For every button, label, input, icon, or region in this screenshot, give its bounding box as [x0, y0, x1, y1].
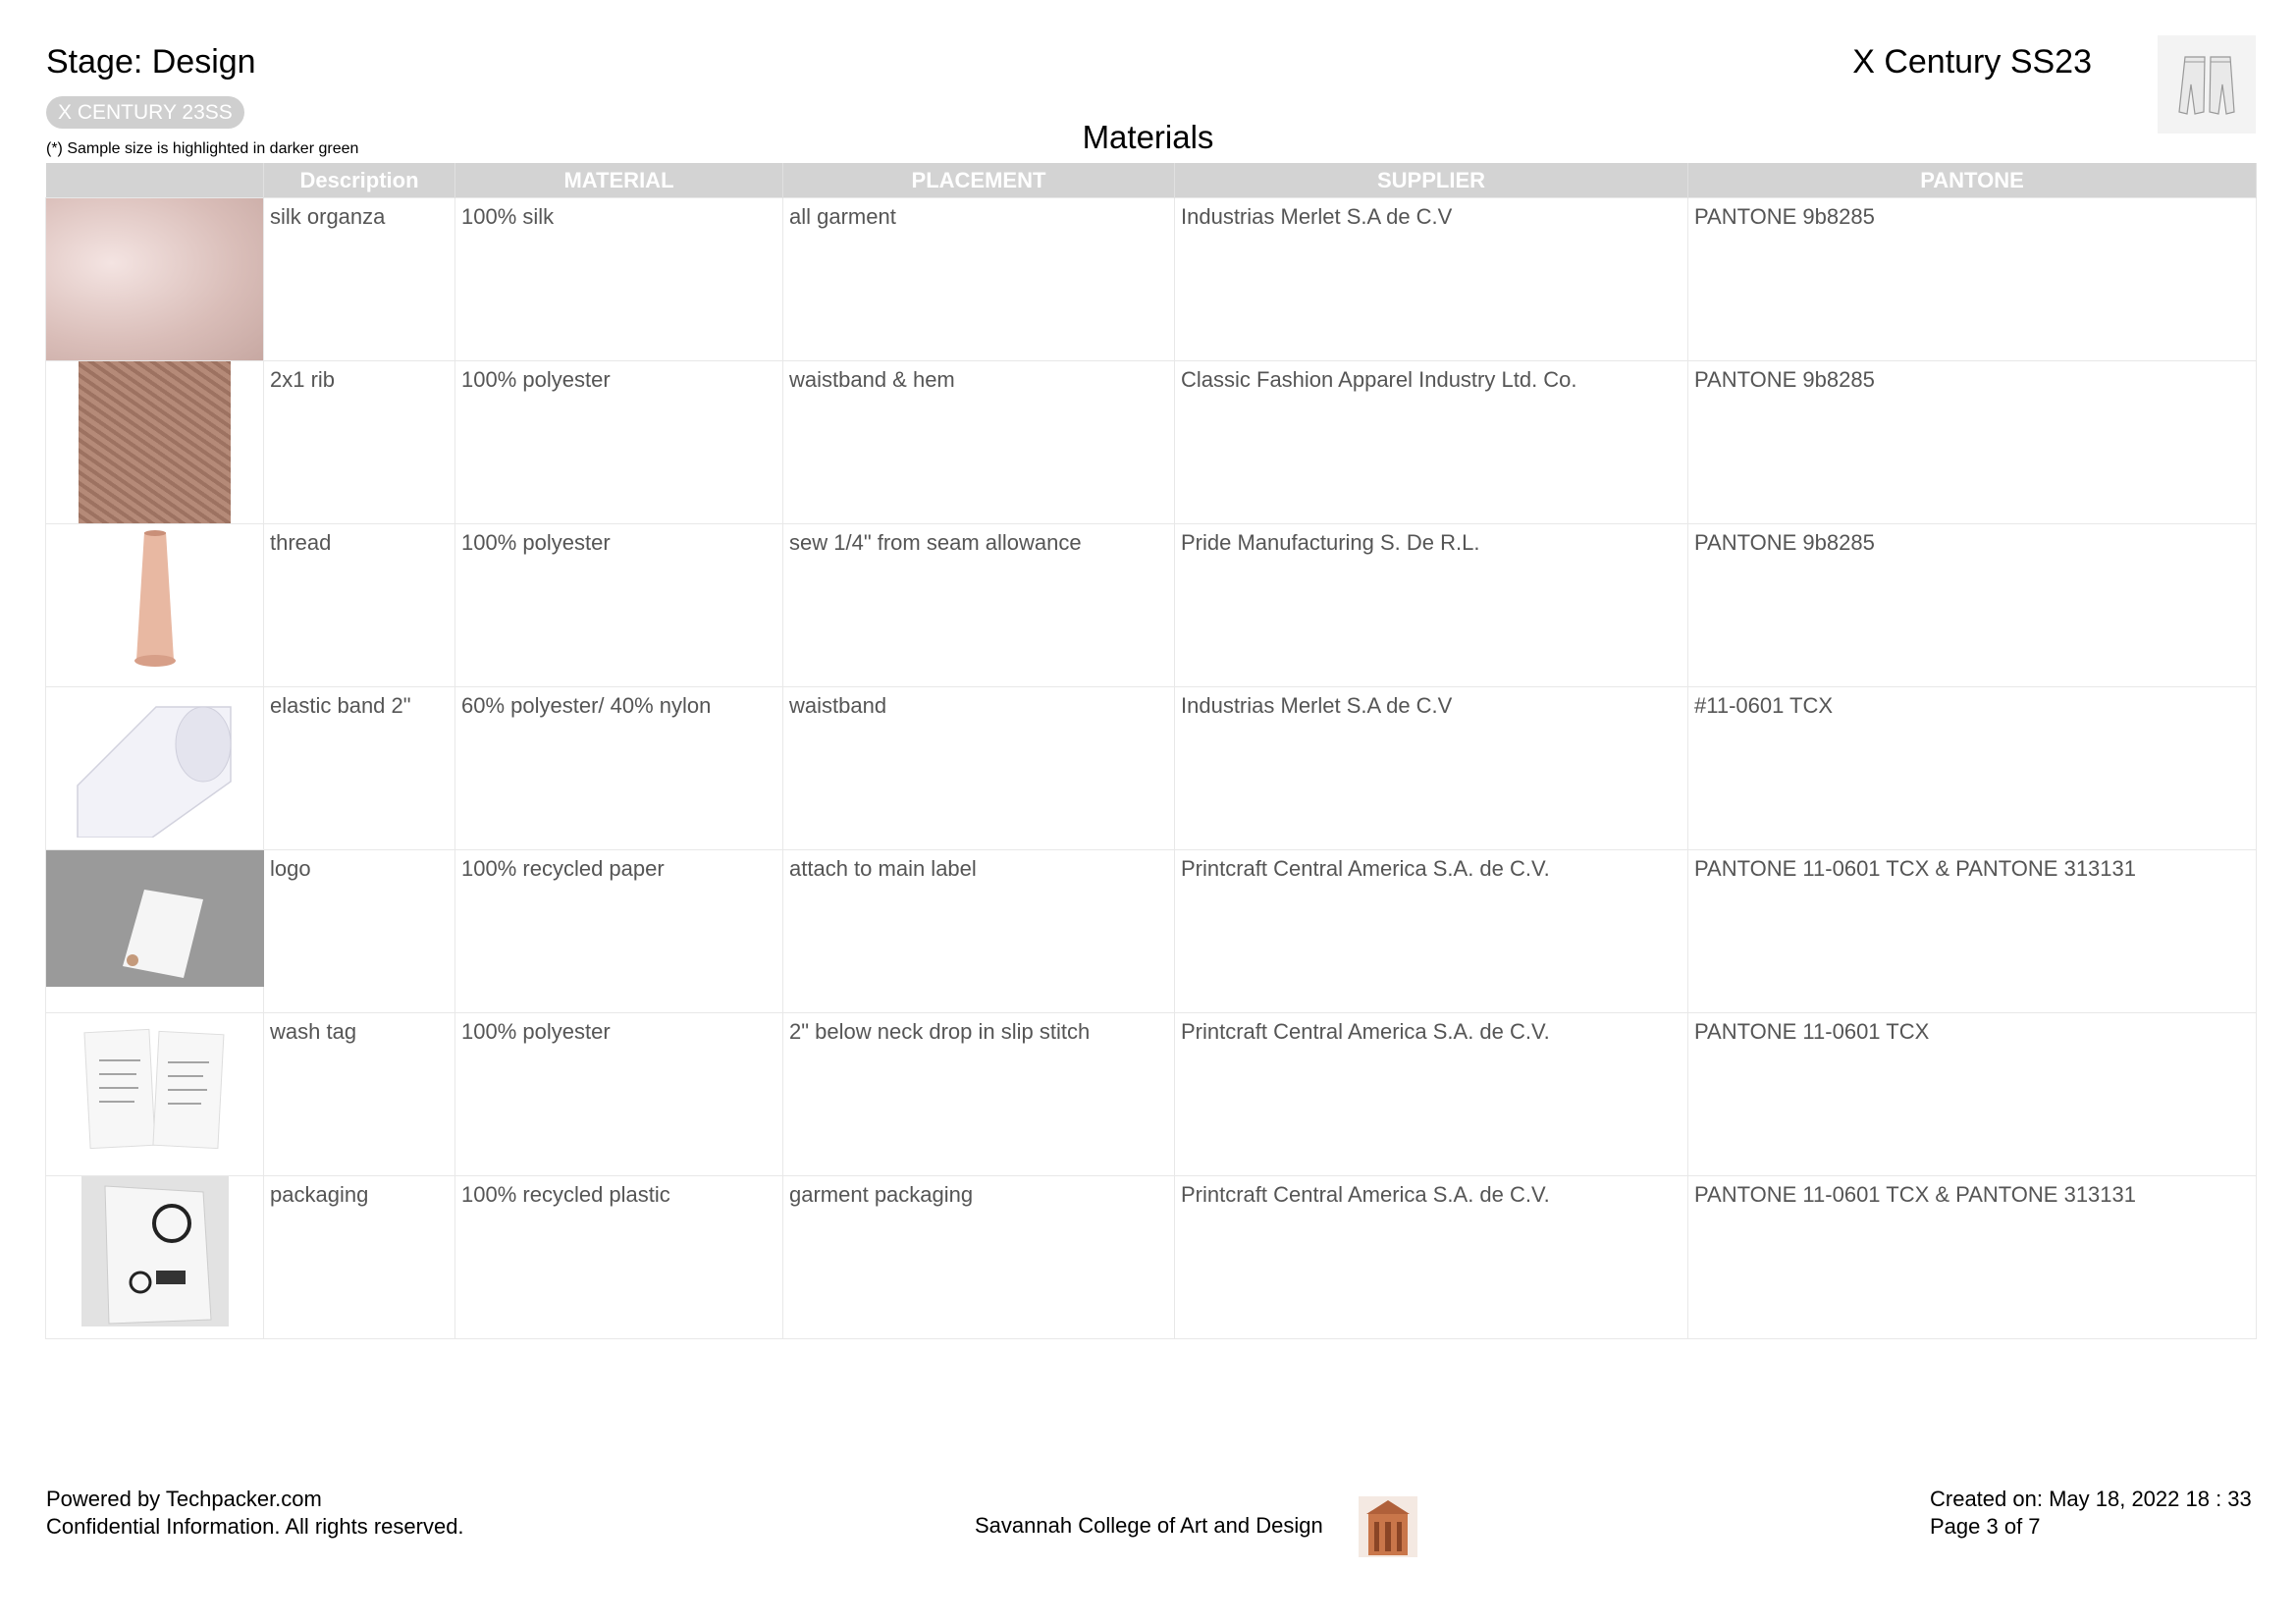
material-composition: 100% polyester	[455, 524, 783, 687]
hang-tag-logo	[46, 850, 264, 1001]
material-image-cell	[46, 198, 264, 361]
material-supplier: Printcraft Central America S.A. de C.V.	[1175, 850, 1688, 1013]
powered-by-text: Powered by Techpacker.com	[46, 1487, 322, 1511]
footer-left	[46, 1486, 464, 1541]
material-pantone: PANTONE 9b8285	[1688, 361, 2257, 524]
material-supplier: Printcraft Central America S.A. de C.V.	[1175, 1176, 1688, 1339]
material-pantone: PANTONE 9b8285	[1688, 198, 2257, 361]
material-description: logo	[264, 850, 455, 1013]
material-description: thread	[264, 524, 455, 687]
material-supplier: Classic Fashion Apparel Industry Ltd. Co.	[1175, 361, 1688, 524]
table-row	[46, 1176, 2257, 1339]
material-supplier: Printcraft Central America S.A. de C.V.	[1175, 1013, 1688, 1176]
material-supplier: Industrias Merlet S.A de C.V	[1175, 198, 1688, 361]
material-placement: 2" below neck drop in slip stitch	[783, 1013, 1175, 1176]
footer-right	[1930, 1486, 2252, 1541]
material-composition: 100% recycled paper	[455, 850, 783, 1013]
stage-title: Stage: Design	[46, 43, 256, 81]
material-placement: waistband	[783, 687, 1175, 850]
confidential-text: Confidential Information. All rights reserved.	[46, 1514, 464, 1539]
material-placement: attach to main label	[783, 850, 1175, 1013]
material-image-cell	[46, 524, 264, 687]
institution-name: Savannah College of Art and Design	[975, 1513, 1323, 1538]
material-composition: 100% polyester	[455, 1013, 783, 1176]
material-placement: all garment	[783, 198, 1175, 361]
material-supplier: Pride Manufacturing S. De R.L.	[1175, 524, 1688, 687]
table-row	[46, 198, 2257, 361]
material-placement: waistband & hem	[783, 361, 1175, 524]
column-header-material: MATERIAL	[455, 163, 783, 198]
silk-fabric-swatch	[46, 198, 263, 360]
material-pantone: PANTONE 11-0601 TCX	[1688, 1013, 2257, 1176]
column-header-image	[46, 163, 264, 198]
material-image-cell	[46, 361, 264, 524]
material-description: packaging	[264, 1176, 455, 1339]
season-tag: X CENTURY 23SS	[46, 96, 244, 129]
material-pantone: PANTONE 9b8285	[1688, 524, 2257, 687]
product-title: X Century SS23	[1852, 43, 2092, 81]
material-image-cell	[46, 850, 264, 1013]
material-supplier: Industrias Merlet S.A de C.V	[1175, 687, 1688, 850]
table-row	[46, 361, 2257, 524]
table-row	[46, 1013, 2257, 1176]
column-header-pantone: PANTONE	[1688, 163, 2257, 198]
packaging-bag	[46, 1176, 264, 1326]
material-description: wash tag	[264, 1013, 455, 1176]
created-on-text: Created on: May 18, 2022 18 : 33	[1930, 1487, 2252, 1511]
material-description: silk organza	[264, 198, 455, 361]
section-title: Materials	[1082, 119, 1214, 155]
rib-fabric-swatch	[79, 361, 231, 523]
material-description: elastic band 2"	[264, 687, 455, 850]
material-composition: 100% polyester	[455, 361, 783, 524]
table-row	[46, 524, 2257, 687]
material-pantone: #11-0601 TCX	[1688, 687, 2257, 850]
thread-spool	[46, 524, 264, 675]
building-facade-logo-icon	[1355, 1492, 1421, 1561]
material-composition: 60% polyester/ 40% nylon	[455, 687, 783, 850]
table-row	[46, 687, 2257, 850]
material-image-cell	[46, 1176, 264, 1339]
wash-care-tag	[46, 1013, 264, 1164]
material-placement: sew 1/4" from seam allowance	[783, 524, 1175, 687]
material-description: 2x1 rib	[264, 361, 455, 524]
table-header-row	[46, 163, 2257, 198]
sample-size-note: (*) Sample size is highlighted in darker green	[46, 140, 359, 157]
material-composition: 100% silk	[455, 198, 783, 361]
column-header-placement: PLACEMENT	[783, 163, 1175, 198]
material-image-cell	[46, 1013, 264, 1176]
material-pantone: PANTONE 11-0601 TCX & PANTONE 313131	[1688, 1176, 2257, 1339]
material-placement: garment packaging	[783, 1176, 1175, 1339]
material-composition: 100% recycled plastic	[455, 1176, 783, 1339]
page-number: Page 3 of 7	[1930, 1514, 2041, 1539]
table-row	[46, 850, 2257, 1013]
column-header-description: Description	[264, 163, 455, 198]
material-pantone: PANTONE 11-0601 TCX & PANTONE 313131	[1688, 850, 2257, 1013]
elastic-band-roll	[46, 687, 264, 838]
materials-table	[45, 163, 2257, 1339]
column-header-supplier: SUPPLIER	[1175, 163, 1688, 198]
material-image-cell	[46, 687, 264, 850]
